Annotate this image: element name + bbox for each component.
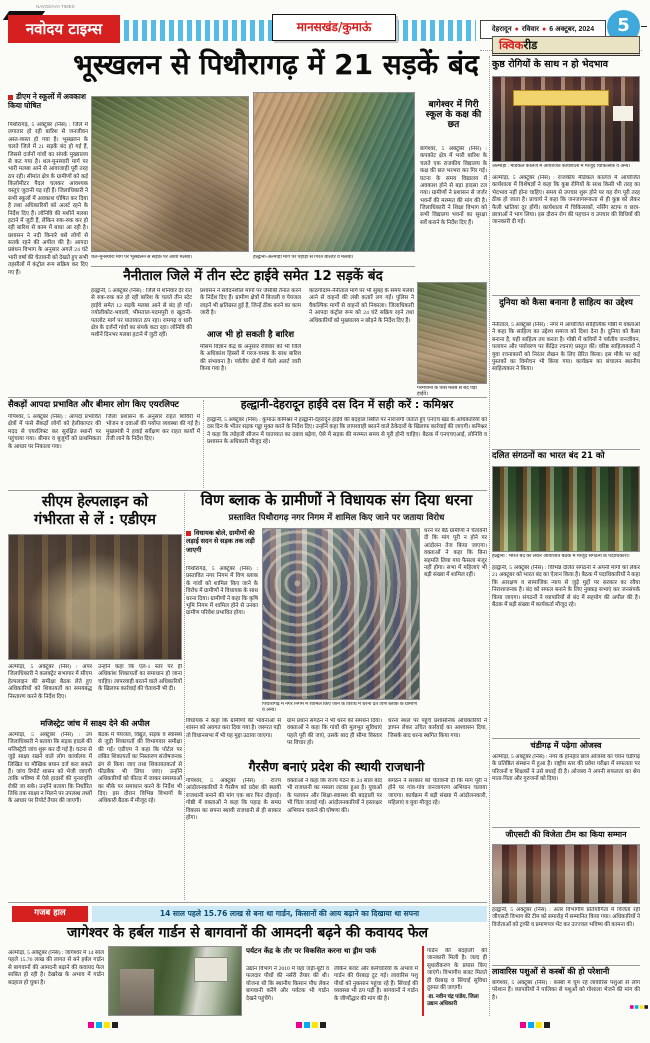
photo-bandh-caption: हल्द्वानी : भारत बंद को लेकर आयोजित बैठक में मौजूद संगठनों के पदाधिकारी। — [492, 554, 630, 559]
gairsain-col2: वक्ताओं ने कहा कि राज्य गठन के 24 साल बाद भी राजधानी का मसला लटका हुआ है। युवाओं के पलायन और शिक्षा-स्वास्थ्य की बदहाली पर भी चिंता जताई गई। आंदोलनकारियों ने हस्ताक्षर अभियान चलाने की घोषणा की। — [287, 778, 382, 814]
nainital-col2a: प्रशासन ने संवेदनशील मार्गों पर जेसीबी तैनात करने के निर्देश दिए हैं। ग्रामीण क्षेत्रों में बिजली व पेयजल लाइनें भी क्षतिग्रस्त हुई हैं, जिन्हें ठीक करने का काम जारी है। — [200, 288, 301, 317]
dharna-body-col2: ग्राम प्रधान संगठन ने भी धरने को समर्थन दिया। वक्ताओं ने कहा कि गांवों की मूलभूत सुविधाएं पहले पूरी की जाएं, उसके बाद ही सीमा विस्तार पर विचार हो। — [287, 718, 382, 747]
garden-headline: जागेश्वर के हर्बल गार्डन से बागवानों की आमदनी बढ़ने की कवायद फेल — [66, 925, 429, 941]
photo-landslide-road — [91, 96, 249, 252]
column-divider — [184, 493, 185, 900]
photo-landslide-hillside — [253, 92, 415, 252]
gairsain-col3: संगठन ने सरकार को चेतावनी दी कि मांग पूरी न होने पर गांव-गांव जनजागरण अभियान चलाया जाएगा। कार्यक्रम में बड़ी संख्या में आंदोलनकारी, महिलाएं व युवा मौजूद रहे। — [388, 778, 487, 807]
nainital-col2b: मौसम विज्ञान केंद्र के अनुसार रविवार को भी जिले के अधिकांश हिस्सों में गरज-चमक के साथ बारिश की संभावना है। पर्वतीय क्षेत्रों में येलो अलर्ट जारी किया गया है। — [200, 344, 301, 373]
red-square-icon — [8, 95, 13, 100]
garden-quote-attribution: -डा. नवीन चंद्र पांडेय, जिला उद्यान अधिकारी — [427, 994, 479, 1007]
dharna-body-col1: विधायक ने कहा कि ग्रामीणों की भावनाओं से शासन को अवगत करा दिया गया है। जरूरत पड़ी तो विधानसभा में भी यह मुद्दा उठाया जाएगा। — [186, 718, 281, 739]
quick-read-label-red: क्विक — [499, 37, 524, 52]
quick-read-label-black: रीड — [523, 37, 538, 52]
adm-col1: अल्मोड़ा, 5 अक्टूबर (निस) : अपर जिलाधिकारी ने कलक्ट्रेट सभागार में सीएम हेल्पलाइन की समीक्षा बैठक लेते हुए अधिकारियों को शिकायतों का समयबद्ध निस्तारण करने के निर्देश दिए। — [8, 664, 92, 700]
photo-protest-crowd — [262, 528, 420, 700]
dharna-standfirst: प्रस्तावित पिथौरागढ़ नगर निगम में शामिल किए जाने पर जताया विरोध — [228, 513, 445, 523]
adm-headline-line1: सीएम हेल्पलाइन को — [41, 494, 149, 510]
stray-animals-headline: लावारिस पशुओं से कस्बों की हो परेशानी — [492, 967, 610, 976]
dot-icon: ● — [542, 26, 547, 33]
photo-adm-meeting — [8, 534, 182, 660]
airlift-col1: गोपेश्वर, 5 अक्टूबर (निस) : आपदा प्रभावित क्षेत्रों में फंसे सैकड़ों लोगों को हेलीकाप्टर की मदद से एयरलिफ्ट कर सुरक्षित स्थानों पर पहुंचाया गया। बीमार व बुजुर्गों को प्राथमिकता के आधार पर निकाला गया। — [8, 414, 101, 450]
bharat-bandh-body: हल्द्वानी, 5 अक्टूबर (निस) : विभिन्न दलित संगठनों ने अपनी मांगों को लेकर 21 अक्टूबर को भारत बंद का ऐलान किया है। बैठक में पदाधिकारियों ने कहा कि आरक्षण व सामाजिक न्याय से जुड़े मुद्दों पर सरकार का रवैया निराशाजनक है। बंद को सफल बनाने के लिए नुक्कड़ सभाएं कर जनसंपर्क किया जाएगा। संगठनों ने व्यापारियों से बंद में सहयोग की अपील की है। बैठक में बड़ी संख्या में कार्यकर्ता मौजूद रहे। — [492, 565, 640, 608]
divider — [492, 449, 640, 450]
dot-icon: ● — [514, 26, 519, 33]
lead-side-label — [8, 92, 88, 111]
garden-gate-shape — [120, 969, 154, 1015]
welcome-board-shape — [613, 106, 633, 121]
photo-bandh-group — [492, 466, 640, 552]
leprosy-headline: कुष्ठ रोगियों के साथ न हो भेदभाव — [492, 59, 609, 70]
masthead-tick — [641, 26, 647, 27]
adm-col2: उन्होंने कहा कि एल-1 स्तर पर ही अधिकांश शिकायतों का समाधान हो जाना चाहिए। लापरवाही बरतने वाले अधिकारियों के खिलाफ कार्रवाई की चेतावनी भी दी। — [98, 664, 182, 693]
adm-headline-line2: गंभीरता से लें : एडीएम — [34, 512, 156, 528]
ojasva-body: अल्मोड़ा, 5 अक्टूबर (निस) : नगर के होनहार छात्र ओजस्व का चयन चंडीगढ़ के प्रतिष्ठित संस्थान में हुआ है। राष्ट्रीय स्तर की प्रवेश परीक्षा में सफलता पर परिजनों व शिक्षकों ने उसे बधाई दी है। ओजस्व ने अपनी सफलता का श्रेय माता-पिता और गुरुजनों को दिया। — [492, 754, 640, 783]
photo-award-ceremony — [492, 844, 640, 904]
commissioner-body: हल्द्वानी, 5 अक्टूबर (निस) : कुमाऊं कमिश्नर ने हल्द्वानी-देहरादून हाईवे की बदहाल स्थिति पर नाराजगी जताते हुए एनएच खंड के अधिकारियों को दस दिन के भीतर सड़क गड्ढा मुक्त करने के निर्देश दिए। उन्होंने कहा कि लापरवाही बरतने वाले ठेकेदारों के खिलाफ कार्रवाई की जाएगी। कमिश्नर ने कहा कि त्योहारी सीजन में यातायात का दबाव बढ़ेगा, ऐसे में सड़क की मरम्मत समय से पूरी होनी चाहिए। बैठक में एनएचएआई, लोनिवि व प्रशासन के अधिकारी मौजूद रहे। — [207, 417, 487, 446]
divider — [91, 266, 415, 267]
photo-landslide-road-caption: थल-मुनस्यारी मार्ग पर भूस्खलन से सड़क पर आया मलबा। — [91, 255, 193, 260]
nainital-col1: हल्द्वानी, 5 अक्टूबर (निस) : जिले में शनिवार देर रात से रुक-रुक कर हो रही बारिश के चलते तीन स्टेट हाईवे समेत 12 सड़कें मलबा आने से बंद हो गईं। ज्योलीकोट-भवाली, भीमताल-पदमपुरी व खुटानी-पतलोट मार्ग पर यातायात ठप रहा। रामगढ़ व धारी क्षेत्र के दर्जनों गांवों का संपर्क कटा रहा। लोनिवि की मशीनें दिनभर मलबा हटाने में जुटी रहीं। — [91, 288, 192, 339]
masthead-tiny-text: NAVODAYA TIMES — [36, 4, 75, 9]
commissioner-headline: हल्द्वानी-देहरादून हाईवे दस दिन में सही करें : कमिश्नर — [240, 398, 454, 411]
red-square-icon — [186, 531, 191, 536]
photo-landslide-hillside-caption: हल्द्वानी-अल्मोड़ा मार्ग पर पहाड़ी से गिरते बोल्डर व मलबा। — [253, 255, 354, 260]
divider — [492, 738, 640, 739]
dharna-bullet-text: विधायक बोले, ग्रामीणों की लड़ाई सदन से सड़क तक लड़ी जाएगी — [186, 530, 255, 554]
dateline-date: 6 अक्टूबर, 2024 — [549, 26, 595, 33]
airlift-col2: जिला प्रशासन के अनुसार राहत शिविरों में भोजन व दवाओं की पर्याप्त व्यवस्था की गई है। मुख्यमंत्री ने हवाई सर्वेक्षण कर राहत कार्यों में तेजी लाने के निर्देश दिए। — [106, 414, 200, 443]
weather-inset-head: आज भी हो सकती है बारिश — [206, 330, 295, 340]
registration-marks — [88, 1022, 118, 1028]
page-number-badge: 5 — [607, 10, 640, 43]
registration-marks — [630, 1005, 648, 1009]
magistrate-col2: बैठक में पेयजल, विद्युत, सड़क व स्वास्थ्य से जुड़ी शिकायतों की विभागवार समीक्षा की गई। एडीएम ने कहा कि पोर्टल पर लंबित शिकायतों का निस्तारण संतोषजनक ढंग से किया जाए तथा शिकायतकर्ता से फीडबैक भी लिया जाए। उन्होंने अधिकारियों को फील्ड में जाकर समस्याओं का मौके पर समाधान करने के निर्देश भी दिए। इस दौरान विभिन्न विभागों के अधिकारी बैठक में मौजूद रहे। — [98, 732, 182, 805]
garden-strip-text: 14 साल पहले 15.76 लाख से बना था गार्डन, किसानों की आय बढ़ाने का दिखाया था सपना — [92, 906, 487, 922]
nainital-col3: काठगोदाम-नैनीताल मार्ग पर भी सुबह के समय मलबा आने से वाहनों की लंबी कतारें लग गईं। पुलिस ने वैकल्पिक मार्गों से वाहनों को निकाला। जिलाधिकारी ने आपदा कंट्रोल रूम को 24 घंटे सक्रिय रहने तथा अधिकारियों को मुख्यालय न छोड़ने के निर्देश दिए हैं। — [309, 288, 414, 324]
leprosy-body: अल्मोड़ा, 5 अक्टूबर (निस) : राजकीय मेडिकल कालेज में आयोजित कार्यशाला में विशेषज्ञों ने कहा कि कुष्ठ रोगियों के साथ किसी भी तरह का भेदभाव नहीं होना चाहिए। समय से उपचार शुरू होने पर यह रोग पूरी तरह ठीक हो जाता है। प्राचार्य ने कहा कि जनजागरूकता से ही कुष्ठ को लेकर फैली भ्रांतियां दूर होंगी। कार्यशाला में चिकित्सकों, नर्सिंग स्टाफ व छात्र-छात्राओं ने भाग लिया। इस दौरान रोग की पहचान व उपचार की विधियों की जानकारी दी गई। — [492, 175, 640, 226]
paper-nameplate: नवोदय टाइम्स — [8, 15, 120, 43]
ojasva-headline: चंडीगढ़ में पढ़ेगा ओजस्व — [530, 741, 602, 750]
magistrate-col1: अल्मोड़ा, 5 अक्टूबर (निस) : उप जिलाधिकारी ने बताया कि सड़क हादसे की मजिस्ट्रेटी जांच शुरू कर दी गई है। घटना से जुड़े साक्ष्य रखने वाले लोग कार्यालय में लिखित या मौखिक बयान दर्ज करा सकते हैं। जांच रिपोर्ट शासन को भेजी जाएगी ताकि भविष्य में ऐसे हादसों की पुनरावृत्ति रोकी जा सके। उन्होंने बताया कि निर्धारित तिथि तक साक्ष्य न मिलने पर उपलब्ध तथ्यों के आधार पर रिपोर्ट तैयार की जाएगी। — [8, 732, 92, 805]
dharna-right-col: धरने पर बैठे ग्रामीणों ने चेतावनी दी कि मांग पूरी न होने पर आंदोलन तेज किया जाएगा। वक्ताओं ने कहा कि बिना सहमति लिया गया फैसला मंजूर नहीं होगा। सभा में महिलाएं भी बड़ी संख्या में शामिल रहीं। — [424, 528, 487, 579]
photo-protest-caption: पिथौरागढ़ में नगर निगम में शामिल किए जाने के विरोध में धरना देते विण ब्लाक के ग्रामीण व अन्य। — [262, 702, 417, 714]
lead-side-label-text: डीएम ने स्कूलों में अवकाश किया घोषित — [8, 92, 86, 111]
stray-animals-body: बागेश्वर, 5 अक्टूबर (निस) : कस्बों में घूम रहे लावारिस पशुओं से लोग परेशान हैं। व्यापारियों ने पालिका से पशुओं को गोशाला भेजने की मांग की है। — [492, 980, 640, 1001]
nainital-headline: नैनीताल जिले में तीन स्टेट हाईवे समेत 12 सड़कें बंद — [123, 268, 383, 284]
photo-workshop-caption: अल्मोड़ा : मेडिकल कालेज में आयोजित कार्यशाला में मौजूद चिकित्सक व अन्य। — [492, 164, 631, 169]
dharna-bullet-subhead — [186, 530, 258, 555]
column-divider — [489, 56, 490, 1016]
lead-headline: भूस्खलन से पिथौरागढ़ में 21 सड़कें बंद — [73, 48, 479, 81]
gairsain-col1: गोपेश्वर, 5 अक्टूबर (निस) : राज्य आंदोलनकारियों ने गैरसैण को प्रदेश की स्थायी राजधानी बनाने की मांग एक बार फिर दोहराई। गोष्ठी में वक्ताओं ने कहा कि पहाड़ के समग्र विकास का सपना स्थायी राजधानी से ही साकार होगा। — [186, 778, 281, 821]
photo-herbal-garden — [108, 946, 242, 1016]
dharna-body-col3: धरना स्थल पर पहुंचे प्रशासनिक अधिकारियों ने ज्ञापन लेकर उचित कार्रवाई का आश्वासन दिया, जिसके बाद धरना स्थगित किया गया। — [388, 718, 487, 739]
airlift-headline: सैकड़ों आपदा प्रभावित और बीमार लोग किए एयरलिफ्ट — [8, 400, 179, 410]
workshop-banner-shape — [513, 90, 608, 105]
sahitya-body: नैनीताल, 5 अक्टूबर (निस) : नगर में आयोजित साहित्यिक गोष्ठी में वक्ताओं ने कहा कि साहित्य का उद्देश्य समाज को दिशा देना है। दुनिया को कैसा बनाना है, यही साहित्य तय करता है। गोष्ठी में कवियों ने पर्वतीय जनजीवन, पलायन और पर्यावरण पर केंद्रित रचनाएं प्रस्तुत कीं। वरिष्ठ साहित्यकारों ने युवा रचनाकारों को निरंतर लेखन के लिए प्रेरित किया। इस मौके पर कई पुस्तकों का विमोचन भी किया गया। कार्यक्रम का संचालन स्थानीय साहित्यकार ने किया। — [492, 322, 640, 373]
bageshwar-body: बागेश्वर, 5 अक्टूबर (निस) : कपकोट क्षेत्र में भारी बारिश के चलते एक राजकीय विद्यालय के कक्ष की छत भरभरा कर गिर गई। घटना के समय विद्यालय में अवकाश होने से बड़ा हादसा टल गया। ग्रामीणों ने प्रशासन से जर्जर भवनों की मरम्मत की मांग की है। जिलाधिकारी ने शिक्षा विभाग को सभी विद्यालय भवनों का सुरक्षा सर्वे कराने के निर्देश दिए हैं। — [420, 146, 487, 226]
bharat-bandh-headline: दलित संगठनों का भारत बंद 21 को — [492, 451, 605, 461]
garden-mid-col1: उद्यान विभाग ने 2010 में यहां जड़ी-बूटी व फलदार पौधों की नर्सरी तैयार की थी। योजना थी कि स्थानीय किसान पौध लेकर बागवानी करेंगे और पर्यटक भी गार्डन देखने पहुंचेंगे। — [246, 966, 329, 1002]
gst-headline: जीएसटी की विजेता टीम का किया सम्मान — [505, 830, 627, 839]
registration-marks — [520, 1022, 550, 1028]
section-banner: मानसखंड/कुमाऊं — [272, 14, 396, 41]
gairsain-headline: गैरसैण बनाएं प्रदेश की स्थायी राजधानी — [248, 759, 425, 774]
photo-landslide-tall — [417, 282, 487, 384]
divider — [492, 295, 640, 296]
divider — [492, 965, 640, 966]
gajab-haal-label: गजब हाल — [12, 906, 88, 922]
garden-mid-col2: लेकिन बजट और कर्मचारियों के अभाव में गार्डन की घेरबाड़ टूट गई। लावारिस पशु पौधों को नुकसान पहुंचा रहे हैं। सिंचाई की व्यवस्था भी ठप पड़ी है। बागवानों ने गार्डन के जीर्णोद्धार की मांग की है। — [334, 966, 418, 1002]
sahitya-headline: दुनिया को कैसा बनाना है साहित्य का उद्देश्य — [499, 298, 633, 308]
quick-read-label — [492, 36, 640, 56]
dateline-city: देहरादून — [491, 26, 512, 33]
garden-left-col: अल्मोड़ा, 5 अक्टूबर (निस) : जागेश्वर में 14 साल पहले 15.76 लाख की लागत से बने हर्बल गार्डन से बागवानों की आमदनी बढ़ाने की कवायद फेल साबित हो रही है। देखरेख के अभाव में गार्डन बदहाल हो चुका है। — [8, 950, 104, 986]
photo-workshop-meeting — [492, 76, 640, 162]
lead-body-left: पिथौरागढ़, 5 अक्टूबर (निस) : जिले में लगातार हो रही बारिश से जनजीवन अस्त-व्यस्त हो गया है। भूस्खलन के चलते जिले में 21 सड़कें बंद हो गई हैं, जिससे दर्जनों गांवों का संपर्क मुख्यालय से कट गया है। थल-मुनस्यारी मार्ग पर भारी मलबा आने से आवाजाही पूरी तरह ठप रही। सीमांत क्षेत्र के ग्रामीणों को कई किलोमीटर पैदल चलकर आवश्यक वस्तुएं जुटानी पड़ रही हैं। जिलाधिकारी ने सभी स्कूलों में अवकाश घोषित कर दिया है तथा अधिकारियों को अलर्ट रहने के निर्देश दिए हैं। लोनिवि की मशीनें मलबा हटाने में जुटी हैं, लेकिन रुक-रुक कर हो रही बारिश से काम में बाधा आ रही है। प्रशासन ने नदी किनारे बसे लोगों से सतर्क रहने की अपील की है। आपदा प्रबंधन विभाग के अनुसार अगले 24 घंटे भारी वर्षा की चेतावनी को देखते हुए सभी तहसीलों में कंट्रोल रूम सक्रिय कर दिए गए हैं। — [8, 122, 88, 276]
bageshwar-subhead: बागेश्वर में गिरी स्कूल के कक्ष की छत — [425, 100, 482, 131]
garden-quote-text: गार्डन की बदहाली की जानकारी मिली है। जल्द ही सुधारीकरण के प्रयास किए जाएंगे। विभागीय बजट मिलते ही घेरबाड़ व सिंचाई सुविधा दुरुस्त की जाएगी। — [427, 948, 487, 991]
garden-subhead: पर्यटन केंद्र के तौर पर विकसित करना था ड्रीम पार्क — [246, 947, 377, 955]
divider — [8, 902, 487, 903]
photo-landslide-tall-caption: गरमपानी के पास मलबे से बंद पड़ा हाईवे। — [417, 386, 477, 396]
dharna-headline: विण ब्लाक के ग्रामीणों ने विधायक संग दिया धरना — [200, 491, 473, 509]
gst-body: हल्द्वानी, 5 अक्टूबर (निस) : अंतर विभागीय प्रतियोगिता में विजेता रही जीएसटी विभाग की टीम को समारोह में सम्मानित किया गया। अधिकारियों ने विजेताओं को ट्राफी व प्रमाणपत्र भेंट कर उज्ज्वल भविष्य की कामना की। — [492, 907, 640, 928]
magistrate-subhead: मजिस्ट्रेट जांच में साक्ष्य देने की अपील — [40, 719, 150, 728]
dateline-day: रविवार — [521, 26, 539, 33]
garden-quote-box — [422, 946, 487, 1016]
column-divider — [203, 400, 204, 488]
divider — [492, 827, 640, 828]
registration-marks — [296, 1022, 326, 1028]
dharna-left-col: पिथौरागढ़, 5 अक्टूबर (निस) : प्रस्तावित नगर निगम में विण ब्लाक के गांवों को शामिल किए जाने के विरोध में ग्रामीणों ने विधायक के साथ धरना दिया। ग्रामीणों ने कहा कि कृषि भूमि निगम में शामिल होने से उनका ग्रामीण परिवेश प्रभावित होगा। — [186, 566, 258, 617]
garden-building-shape — [194, 957, 228, 982]
